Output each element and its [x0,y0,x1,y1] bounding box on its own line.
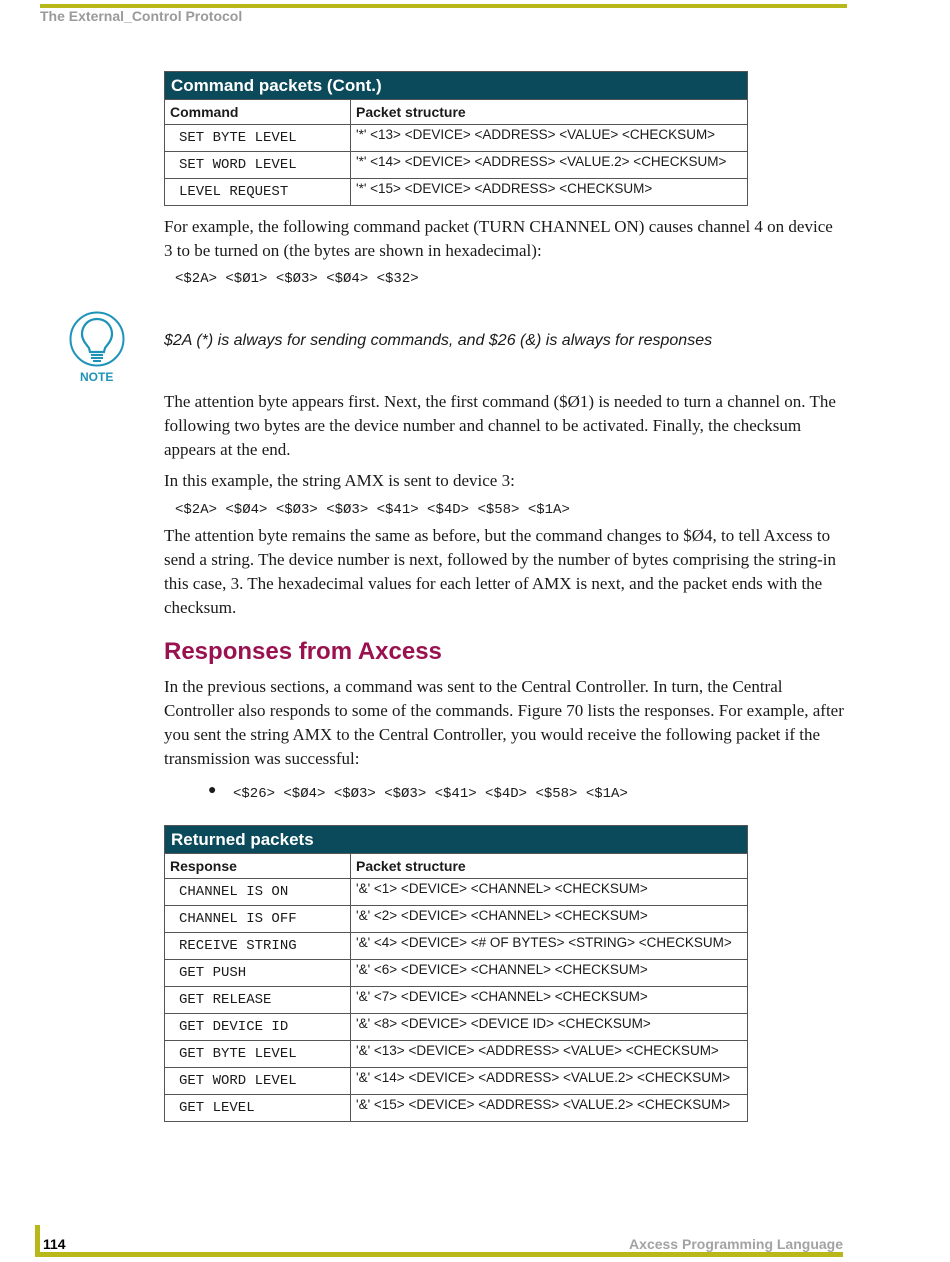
table-row [165,933,748,960]
packet-cell: '&' <14> <DEVICE> <ADDRESS> <VALUE.2> <CHECKSUM> [351,1068,748,1095]
command-cell: SET BYTE LEVEL [165,125,351,152]
note-text: $2A (*) is always for sending commands, and $26 (&) is always for responses [164,332,713,349]
code-sample-send-string: <$2A> <$Ø4> <$Ø3> <$Ø3> <$41> <$4D> <$58> <$1A> [175,502,570,518]
table-row [165,1068,748,1095]
running-footer: Axcess Programming Language [629,1236,843,1252]
table-caption: Command packets (Cont.) [165,72,748,100]
code-sample-channel-on: <$2A> <$Ø1> <$Ø3> <$Ø4> <$32> [175,271,419,287]
packet-cell: '&' <7> <DEVICE> <CHANNEL> <CHECKSUM> [351,987,748,1014]
response-cell: GET PUSH [165,960,351,987]
bullet-code-sample: <$26> <$Ø4> <$Ø3> <$Ø3> <$41> <$4D> <$58> <$1A> [233,786,628,802]
response-cell: CHANNEL IS OFF [165,906,351,933]
command-packets-table [164,71,748,206]
column-header-response: Response [165,854,351,879]
paragraph-string-explanation: The attention byte remains the same as before, but the command changes to $Ø4, to tell Axcess to send a string. The device number is next, followed by the number of bytes comprising the string-in this case, 3. The hexadecimal values for each letter of AMX is next, and the packet ends with the checksum. [164,526,836,617]
table-row [165,1095,748,1122]
table-row [165,960,748,987]
table-row [165,179,748,206]
packet-cell: '&' <2> <DEVICE> <CHANNEL> <CHECKSUM> [351,906,748,933]
response-cell: RECEIVE STRING [165,933,351,960]
paragraph-string-example: In this example, the string AMX is sent to device 3: [164,471,515,490]
paragraph-example-intro: For example, the following command packet (TURN CHANNEL ON) causes channel 4 on device 3 to be turned on (the bytes are shown in hexadecimal): [164,217,833,260]
paragraph-responses: In the previous sections, a command was sent to the Central Controller. In turn, the Central Controller also responds to some of the commands. Figure 70 lists the responses. For example, after you sent the string AMX to the Central Controller, you would receive the following packet if the transmission was successful: [164,677,844,768]
response-cell: GET RELEASE [165,987,351,1014]
packet-cell: '&' <8> <DEVICE> <DEVICE ID> <CHECKSUM> [351,1014,748,1041]
column-header-packet: Packet structure [351,100,748,125]
column-header-packet: Packet structure [351,854,748,879]
paragraph-attention-byte: The attention byte appears first. Next, the first command ($Ø1) is needed to turn a channel on. The following two bytes are the device number and channel to be activated. Finally, the checksum appears at the end. [164,392,836,459]
command-cell: SET WORD LEVEL [165,152,351,179]
response-cell: GET WORD LEVEL [165,1068,351,1095]
command-cell: LEVEL REQUEST [165,179,351,206]
packet-cell: '&' <6> <DEVICE> <CHANNEL> <CHECKSUM> [351,960,748,987]
packet-cell: '&' <1> <DEVICE> <CHANNEL> <CHECKSUM> [351,879,748,906]
response-cell: GET LEVEL [165,1095,351,1122]
table-row [165,906,748,933]
packet-cell: '*' <13> <DEVICE> <ADDRESS> <VALUE> <CHECKSUM> [351,125,748,152]
page-number: 114 [43,1236,66,1252]
packet-cell: '&' <4> <DEVICE> <# OF BYTES> <STRING> <CHECKSUM> [351,933,748,960]
bullet-icon: ● [208,783,217,798]
table-caption: Returned packets [165,826,748,854]
table-row [165,987,748,1014]
table-row [165,879,748,906]
returned-packets-table [164,825,748,1122]
table-row [165,125,748,152]
packet-cell: '*' <14> <DEVICE> <ADDRESS> <VALUE.2> <CHECKSUM> [351,152,748,179]
lightbulb-icon [69,311,125,367]
section-heading: Responses from Axcess [164,638,442,665]
response-cell: GET DEVICE ID [165,1014,351,1041]
running-header: The External_Control Protocol [40,8,243,24]
response-cell: CHANNEL IS ON [165,879,351,906]
table-row [165,1041,748,1068]
response-cell: GET BYTE LEVEL [165,1041,351,1068]
note-label: NOTE [80,370,114,384]
packet-cell: '&' <13> <DEVICE> <ADDRESS> <VALUE> <CHECKSUM> [351,1041,748,1068]
table-row [165,1014,748,1041]
footer-rule [35,1252,843,1257]
packet-cell: '*' <15> <DEVICE> <ADDRESS> <CHECKSUM> [351,179,748,206]
table-row [165,152,748,179]
column-header-command: Command [165,100,351,125]
packet-cell: '&' <15> <DEVICE> <ADDRESS> <VALUE.2> <CHECKSUM> [351,1095,748,1122]
